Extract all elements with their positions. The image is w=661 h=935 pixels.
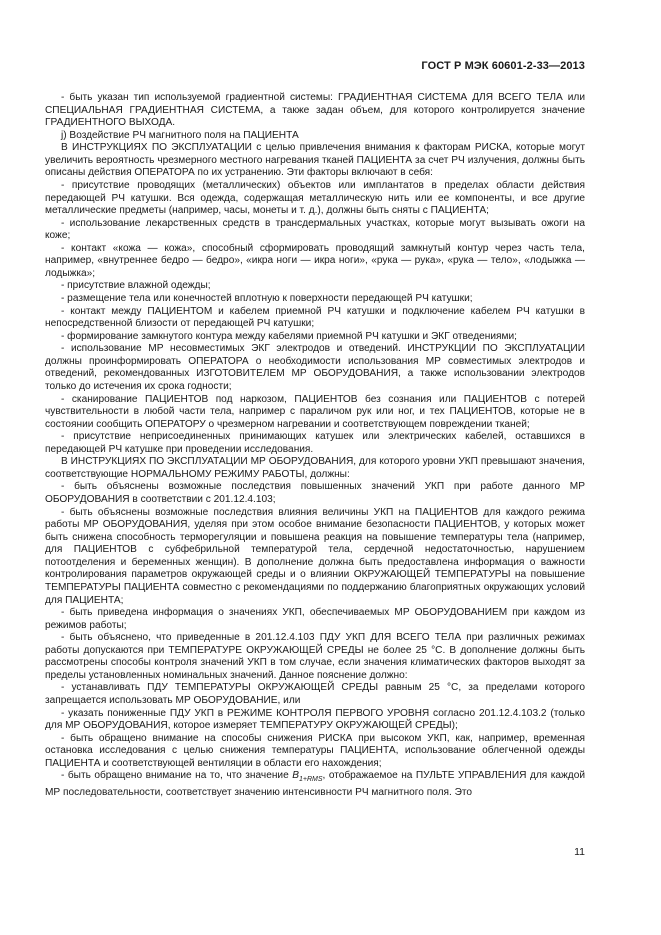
list-item: - быть объяснены возможные последствия влияния величины УКП на ПАЦИЕНТОВ для каждого режима работы МР ОБОРУДОВАНИЯ, уделяя при этом особое внимание безопасности ПАЦИЕНТОВ, у которых может быть снижена способность терморегуляции и повышена реакция на повышение температуры тела (например, для ПАЦИЕНТОВ с субфебрильной температурой тела, сердечной недостаточностью, нарушением потоотделения и беременных женщин). В дополнение должна быть предоставлена информация о важности контролирования параметров окружающей среды и о влиянии ОКРУЖАЮЩЕЙ ТЕМПЕРАТУРЫ на повышение ТЕМПЕРАТУРЫ ПАЦИЕНТА совместно с рекомендациями по поддержанию благоприятных окружающих условий для ПАЦИЕНТА; xyxy=(45,506,585,606)
list-item: - указать пониженные ПДУ УКП в РЕЖИМЕ КОНТРОЛЯ ПЕРВОГО УРОВНЯ согласно 201.12.4.103.2 (только для МР ОБОРУДОВАНИЯ, которое измеряет ТЕМПЕРАТУРУ ОКРУЖАЮЩЕЙ СРЕДЫ); xyxy=(45,707,585,732)
list-item: - формирование замкнутого контура между кабелями приемной РЧ катушки и ЭКГ отведениями; xyxy=(61,330,517,342)
list-item: - быть приведена информация о значениях УКП, обеспечиваемых МР ОБОРУДОВАНИЕМ при каждом из режимов работы; xyxy=(45,607,585,631)
list-item xyxy=(45,770,585,799)
section-heading: j) Воздействие РЧ магнитного поля на ПАЦИЕНТА xyxy=(61,129,299,141)
list-item: - быть обращено внимание на способы снижения РИСКА при высоком УКП, как, например, временная остановка исследования с целью снижения температуры ПАЦИЕНТА, использование облегченной одежды ПАЦИЕНТА и соответствующей вентиляции в области его нахождения; xyxy=(45,732,585,769)
list-item: - контакт «кожа — кожа», способный сформировать проводящий замкнутый контур через часть тела, например, «внутреннее бедро — бедро», «икра ноги — икра ноги», «рука — рука», «рука — тело», «лодыжка — лодыжка»; xyxy=(45,242,585,279)
list-item: - присутствие неприсоединенных принимающих катушек или электрических кабелей, оставшихся в передающей РЧ катушке при проведении исследования. xyxy=(45,431,585,455)
list-item: - размещение тела или конечностей вплотную к поверхности передающей РЧ катушки; xyxy=(61,293,473,304)
list-item: - контакт между ПАЦИЕНТОМ и кабелем приемной РЧ катушки и подключение кабелем РЧ катушки в непосредственной близости от передающей РЧ катушки; xyxy=(45,305,585,330)
paragraph: В ИНСТРУКЦИЯХ ПО ЭКСПЛУАТАЦИИ с целью привлечения внимания к факторам РИСКА, которые могут увеличить вероятность чрезмерного местного нагревания тканей ПАЦИЕНТА за счет РЧ излучения, должны быть описаны действия ОПЕРАТОРА по их устранению. Эти факторы включают в себя: xyxy=(45,142,585,179)
list-item: - быть объяснено, что приведенные в 201.12.4.103 ПДУ УКП ДЛЯ ВСЕГО ТЕЛА при различных режимах работы допускаются при ТЕМПЕРАТУРЕ ОКРУЖАЮЩЕЙ СРЕДЫ не более 25 °С. В дополнение должны быть рассмотрены способы контроля значений УКП в том случае, если значения климатических факторов выходят за пределы установленных номинальных значений. Данное пояснение должно: xyxy=(45,632,585,681)
text-fragment: - быть обращено внимание на то, что значение xyxy=(61,770,293,782)
list-item: - сканирование ПАЦИЕНТОВ под наркозом, ПАЦИЕНТОВ без сознания или ПАЦИЕНТОВ с потерей чувствительности в любой части тела, например с параличом рук или ног, и тех ПАЦИЕНТОВ, которые не в состоянии сообщить ОПЕРАТОРУ о чрезмерном нагревании и соответствующем повреждении тканей; xyxy=(45,393,585,430)
paragraph: - быть указан тип используемой градиентной системы: ГРАДИЕНТНАЯ СИСТЕМА ДЛЯ ВСЕГО ТЕЛА или СПЕЦИАЛЬНАЯ ГРАДИЕНТНАЯ СИСТЕМА, а также задан объем, для которого контролируется значение ГРАДИЕНТНОГО ВЫХОДА. xyxy=(45,92,585,129)
list-item: - устанавливать ПДУ ТЕМПЕРАТУРЫ ОКРУЖАЮЩЕЙ СРЕДЫ равным 25 °С, за пределами которого запрещается использовать МР ОБОРУДОВАНИЕ, или xyxy=(45,682,585,706)
b1-symbol: B xyxy=(292,770,299,782)
document-body xyxy=(45,92,585,800)
text-fragment: , отображаемое на ПУЛЬТЕ УПРАВЛЕНИЯ для каждой МР последовательности, соответствует значению интенсивности РЧ магнитного поля. Это xyxy=(45,770,585,798)
paragraph: В ИНСТРУКЦИЯХ ПО ЭКСПЛУАТАЦИИ МР ОБОРУДОВАНИЯ, для которого уровни УКП превышают значения, соответствующие НОРМАЛЬНОМУ РЕЖИМУ РАБОТЫ, должны: xyxy=(45,456,585,480)
list-item: - использование лекарственных средств в трансдермальных участках, которые могут вызывать ожоги на коже; xyxy=(45,217,585,242)
list-item: - присутствие проводящих (металлических) объектов или имплантатов в пределах области действия передающей РЧ катушки. Вся одежда, содержащая металлическую нить или ее компоненты, и все другие металлические предметы (например, часы, монеты и т. д.), должны быть сняты с ПАЦИЕНТА; xyxy=(45,179,585,217)
b1-subscript: 1+RMS xyxy=(298,776,323,784)
list-item: - присутствие влажной одежды; xyxy=(61,280,211,292)
document-id: ГОСТ Р МЭК 60601-2-33—2013 xyxy=(421,60,585,72)
page-number: 11 xyxy=(574,846,585,858)
list-item: - быть объяснены возможные последствия повышенных значений УКП при работе данного МР ОБОРУДОВАНИЯ в соответствии с 201.12.4.103; xyxy=(45,481,585,505)
list-item: - использование МР несовместимых ЭКГ электродов и отведений. ИНСТРУКЦИИ ПО ЭКСПЛУАТАЦИИ должны проинформировать ОПЕРАТОРА о необходимости использования МР совместимых электродов и отведений, рекомендованных ИЗГОТОВИТЕЛЕМ МР ОБОРУДОВАНИЯ, а также использовании электродов только до истечения их срока годности; xyxy=(45,343,585,392)
